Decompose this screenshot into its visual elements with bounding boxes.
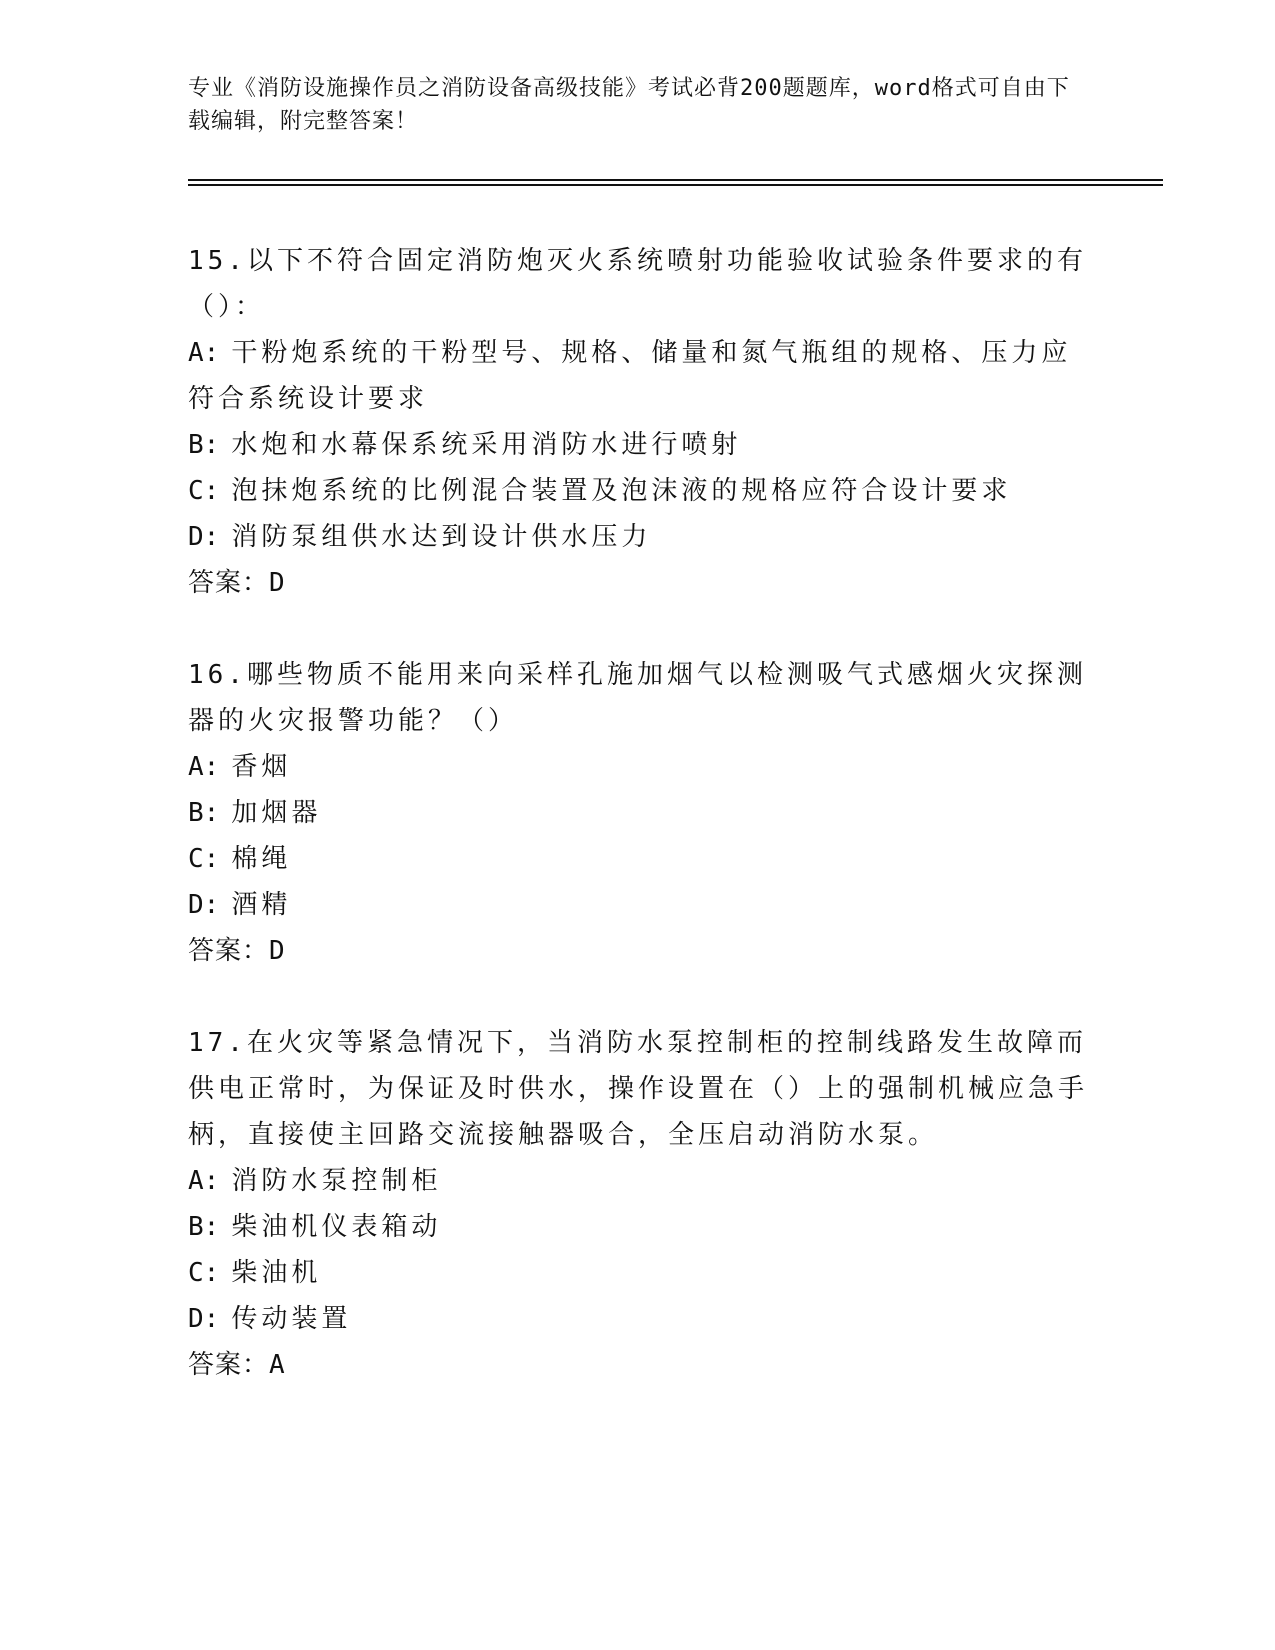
- option-b: [188, 1204, 1088, 1250]
- option-d: [188, 514, 1088, 560]
- question-list: [188, 238, 1088, 1434]
- option-c: [188, 1250, 1088, 1296]
- header-divider-top: [188, 179, 1163, 181]
- option-label: D:: [188, 890, 220, 920]
- option-text: 柴油机: [231, 1258, 322, 1288]
- header-divider-bottom: [188, 184, 1163, 186]
- option-list: [188, 1158, 1088, 1342]
- option-label: B:: [188, 798, 220, 828]
- option-d: [188, 882, 1088, 928]
- question-17: [188, 1020, 1088, 1388]
- option-a: [188, 330, 1088, 422]
- question-16: [188, 652, 1088, 974]
- option-c: [188, 468, 1088, 514]
- option-label: A:: [188, 752, 220, 782]
- option-text: 消防水泵控制柜: [231, 1166, 442, 1196]
- option-text: 干粉炮系统的干粉型号、规格、储量和氮气瓶组的规格、压力应符合系统设计要求: [188, 338, 1072, 414]
- question-15: [188, 238, 1088, 606]
- option-a: [188, 1158, 1088, 1204]
- option-label: A:: [188, 1166, 220, 1196]
- document-header: 专业《消防设施操作员之消防设备高级技能》考试必背200题题库，word格式可自由下载编辑，附完整答案！: [188, 76, 1070, 134]
- answer-line: 答案：D: [188, 936, 286, 966]
- option-label: D:: [188, 1304, 220, 1334]
- question-stem: 17.在火灾等紧急情况下，当消防水泵控制柜的控制线路发生故障而供电正常时，为保证及时供水，操作设置在（）上的强制机械应急手柄，直接使主回路交流接触器吸合，全压启动消防水泵。: [188, 1028, 1089, 1150]
- option-text: 传动装置: [231, 1304, 352, 1334]
- option-label: C:: [188, 1258, 220, 1288]
- option-text: 加烟器: [231, 798, 322, 828]
- option-label: D:: [188, 522, 220, 552]
- option-text: 泡抹炮系统的比例混合装置及泡沫液的规格应符合设计要求: [231, 476, 1012, 506]
- option-label: A:: [188, 338, 220, 368]
- option-text: 香烟: [231, 752, 292, 782]
- answer-line: 答案：D: [188, 568, 286, 598]
- option-label: B:: [188, 430, 220, 460]
- option-text: 棉绳: [231, 844, 292, 874]
- option-text: 水炮和水幕保系统采用消防水进行喷射: [231, 430, 742, 460]
- option-list: [188, 744, 1088, 928]
- option-label: B:: [188, 1212, 220, 1242]
- option-b: [188, 790, 1088, 836]
- option-b: [188, 422, 1088, 468]
- question-stem: 16.哪些物质不能用来向采样孔施加烟气以检测吸气式感烟火灾探测器的火灾报警功能？（）: [188, 660, 1087, 736]
- option-d: [188, 1296, 1088, 1342]
- option-a: [188, 744, 1088, 790]
- option-label: C:: [188, 476, 220, 506]
- option-text: 消防泵组供水达到设计供水压力: [231, 522, 652, 552]
- option-text: 酒精: [231, 890, 292, 920]
- option-label: C:: [188, 844, 220, 874]
- option-list: [188, 330, 1088, 560]
- question-stem: 15.以下不符合固定消防炮灭火系统喷射功能验收试验条件要求的有（）：: [188, 246, 1087, 322]
- answer-line: 答案：A: [188, 1350, 286, 1380]
- option-c: [188, 836, 1088, 882]
- option-text: 柴油机仪表箱动: [231, 1212, 442, 1242]
